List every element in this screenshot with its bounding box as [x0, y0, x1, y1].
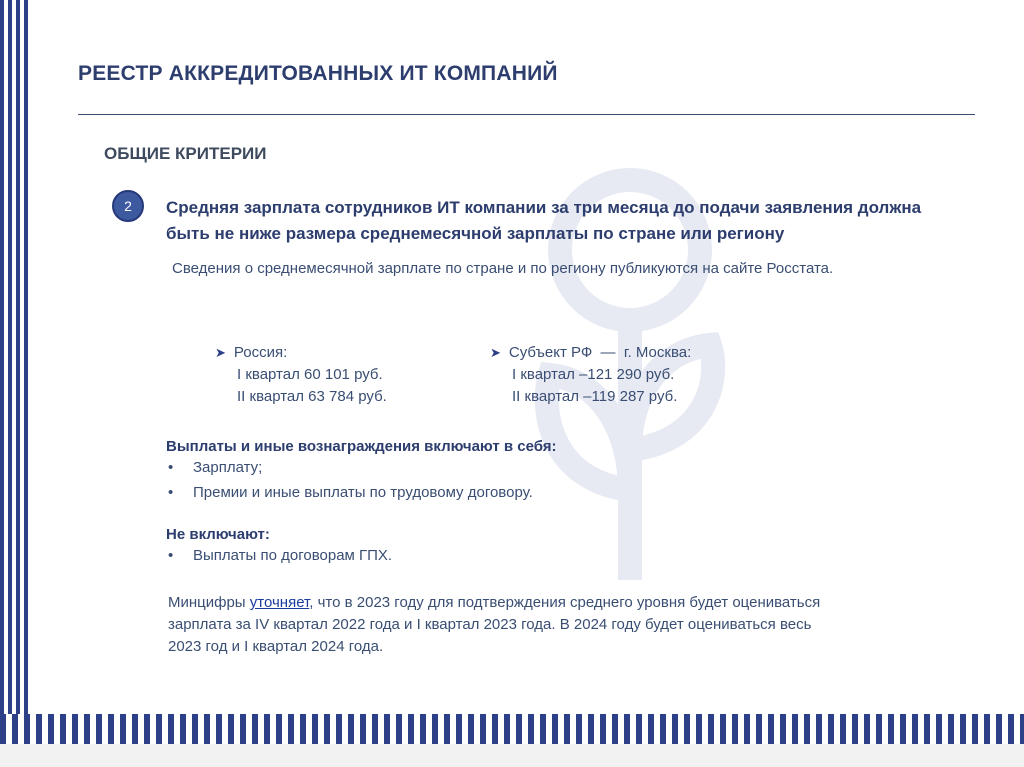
list-item: • Выплаты по договорам ГПХ. [168, 547, 393, 564]
footer-prefix: Минцифры [168, 594, 250, 611]
region-q2: II квартал 63 784 руб. [237, 388, 387, 405]
slide-title: РЕЕСТР АККРЕДИТОВАННЫХ ИТ КОМПАНИЙ [78, 62, 558, 85]
clarifies-link[interactable]: уточняет [249, 594, 310, 611]
criterion-text: Средняя зарплата сотрудников ИТ компании за три месяца до подачи заявления должна быть не ниже размера среднемесячной зарплаты по стране или региону [166, 198, 922, 243]
arrow-bullet-icon: ➤ [215, 345, 226, 360]
region-name: Субъект РФ — г. Москва: [508, 344, 692, 361]
region-q1: I квартал –121 290 руб. [512, 366, 675, 383]
left-stripe-border [0, 0, 30, 714]
excludes-list [166, 543, 392, 568]
footer-note [168, 592, 828, 658]
footer-suffix: , что в 2023 году для подтверждения среднего уровня будет оцениваться зарплата за IV квартал 2022 года и I квартал 2023 года. В 2024 году будет оцениваться весь 2023 год и I квартал 2024 года. [168, 594, 821, 655]
excludes-heading: Не включают: [166, 526, 270, 543]
list-item: • Зарплату; [168, 459, 263, 476]
criterion-number-badge: 2 [112, 190, 144, 222]
region-q1: I квартал 60 101 руб. [237, 366, 383, 383]
includes-list [166, 455, 533, 505]
arrow-bullet-icon: ➤ [490, 345, 501, 360]
list-item: • Премии и иные выплаты по трудовому договору. [168, 484, 533, 501]
bottom-stripe-border [0, 714, 1024, 744]
title-divider [78, 114, 975, 115]
region-q2: II квартал –119 287 руб. [512, 388, 678, 405]
region-russia [215, 342, 387, 408]
includes-heading: Выплаты и иные вознаграждения включают в себя: [166, 438, 557, 455]
bottom-band [0, 744, 1024, 767]
region-moscow [490, 342, 691, 408]
section-title: ОБЩИЕ КРИТЕРИИ [104, 144, 267, 163]
rosstat-note: Сведения о среднемесячной зарплате по стране и по региону публикуются на сайте Росстата. [172, 260, 834, 277]
region-name: Россия: [233, 344, 288, 361]
